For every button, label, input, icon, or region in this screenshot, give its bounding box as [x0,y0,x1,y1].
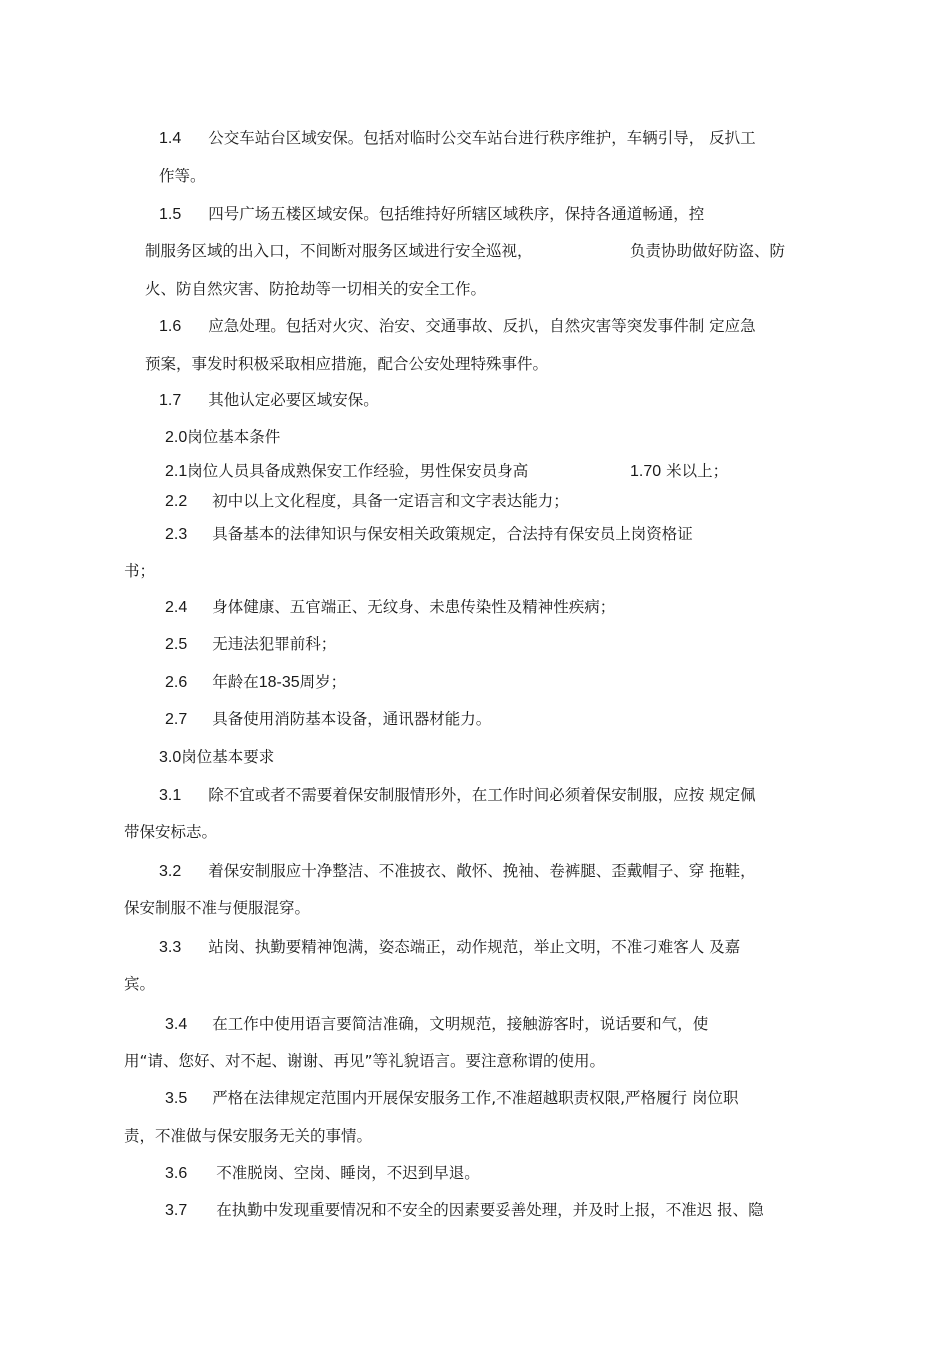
clause-3-2-cont: 保安制服不准与便服混穿。 [124,899,311,917]
clause-number: 2.2 [165,493,188,510]
clause-text: 不准脱岗、空岗、睡岗，不迟到早退。 [216,1164,480,1182]
clause-3-7 [165,1200,764,1221]
clause-number: 3.3 [159,939,182,956]
clause-number: 2.1 [165,463,188,480]
clause-1-5-cont-c: 火、防自然灾害、防抢劫等一切相关的安全工作。 [145,280,487,298]
section-3-0-heading [159,747,274,768]
clause-text: 四号广场五楼区域安保。包括维持好所辖区域秩序，保持各通道畅通，控 [208,205,705,223]
clause-text: 其他认定必要区域安保。 [208,391,379,409]
clause-number: 1.7 [159,392,182,409]
clause-3-3-cont: 宾。 [124,975,156,993]
clause-2-5 [165,634,336,655]
clause-1-5-cont-a: 制服务区域的出入口，不间断对服务区域进行安全巡视， [145,242,533,260]
height-value: 1.70 [630,463,662,480]
clause-text: 站岗、执勤要精神饱满，姿态端正，动作规范，举止文明，不准刁难客人 及嘉 [208,938,741,956]
clause-3-5 [165,1088,738,1109]
clause-3-1 [159,785,756,806]
clause-number: 2.6 [165,674,188,691]
clause-1-6 [159,316,756,337]
clause-number: 1.5 [159,206,182,223]
clause-2-2 [165,491,569,512]
clause-text-b: 周岁； [299,673,347,691]
clause-number: 3.1 [159,787,182,804]
clause-2-7 [165,709,491,730]
clause-1-4-cont: 作等。 [159,167,206,185]
clause-number: 2.4 [165,599,188,616]
clause-text: 应急处理。包括对火灾、治安、交通事故、反扒，自然灾害等突发事件制 定应急 [208,317,756,335]
height-unit: 米以上； [666,462,729,480]
section-number: 3.0 [159,749,182,766]
clause-3-2 [159,861,756,882]
clause-number: 3.6 [165,1165,188,1182]
clause-2-1-height [630,461,728,482]
clause-3-1-cont: 带保安标志。 [124,823,218,841]
clause-2-6 [165,672,346,693]
clause-number: 1.6 [159,318,182,335]
section-number: 2.0 [165,429,188,446]
clause-3-4-cont: 用“请、您好、对不起、谢谢、再见”等礼貌语言。要注意称谓的使用。 [124,1052,606,1070]
clause-text: 在工作中使用语言要简洁准确，文明规范，接触游客时，说话要和气，使 [212,1015,709,1033]
section-title: 岗位基本要求 [181,748,275,766]
clause-number: 1.4 [159,130,182,147]
clause-number: 2.7 [165,711,188,728]
clause-text: 严格在法律规定范围内开展保安服务工作,不准超越职责权限,严格履行 岗位职 [212,1089,739,1107]
section-2-0-heading [165,427,280,448]
clause-number: 2.3 [165,526,188,543]
clause-1-7 [159,390,379,411]
clause-number: 3.7 [165,1202,188,1219]
clause-2-3-cont: 书； [124,562,156,580]
clause-text: 具备使用消防基本设备，通讯器材能力。 [212,710,492,728]
clause-3-6 [165,1163,480,1184]
clause-2-4 [165,597,615,618]
clause-number: 3.4 [165,1016,188,1033]
clause-1-5-cont-b: 负责协助做好防盗、防 [630,242,786,260]
clause-3-3 [159,937,740,958]
clause-3-5-cont: 责，不准做与保安服务无关的事情。 [124,1127,373,1145]
clause-text: 无违法犯罪前科； [212,635,337,653]
clause-2-3 [165,524,693,545]
clause-text: 岗位人员具备成熟保安工作经验，男性保安员身高 [187,462,529,480]
clause-2-1 [165,461,528,482]
clause-text: 初中以上文化程度，具备一定语言和文字表达能力； [212,492,569,510]
clause-text: 身体健康、五官端正、无纹身、未患传染性及精神性疾病； [212,598,616,616]
clause-3-4 [165,1014,708,1035]
clause-text: 除不宜或者不需要着保安制服情形外，在工作时间必须着保安制服，应按 规定佩 [208,786,756,804]
section-title: 岗位基本条件 [187,428,281,446]
clause-text: 具备基本的法律知识与保安相关政策规定，合法持有保安员上岗资格证 [212,525,693,543]
clause-text-a: 年龄在 [212,673,259,691]
clause-text: 着保安制服应十净整洁、不准披衣、敞怀、挽袖、卷裤腿、歪戴帽子、穿 拖鞋， [208,862,756,880]
clause-text: 在执勤中发现重要情况和不安全的因素要妥善处理，并及时上报，不准迟 报、隐 [216,1201,764,1219]
age-range: 18-35 [258,674,300,691]
clause-number: 2.5 [165,636,188,653]
clause-1-4 [159,128,756,149]
clause-number: 3.5 [165,1090,188,1107]
clause-1-6-cont: 预案，事发时积极采取相应措施，配合公安处理特殊事件。 [145,355,549,373]
clause-text: 公交车站台区域安保。包括对临时公交车站台进行秩序维护，车辆引导， 反扒工 [208,129,756,147]
clause-1-5 [159,204,704,225]
clause-number: 3.2 [159,863,182,880]
